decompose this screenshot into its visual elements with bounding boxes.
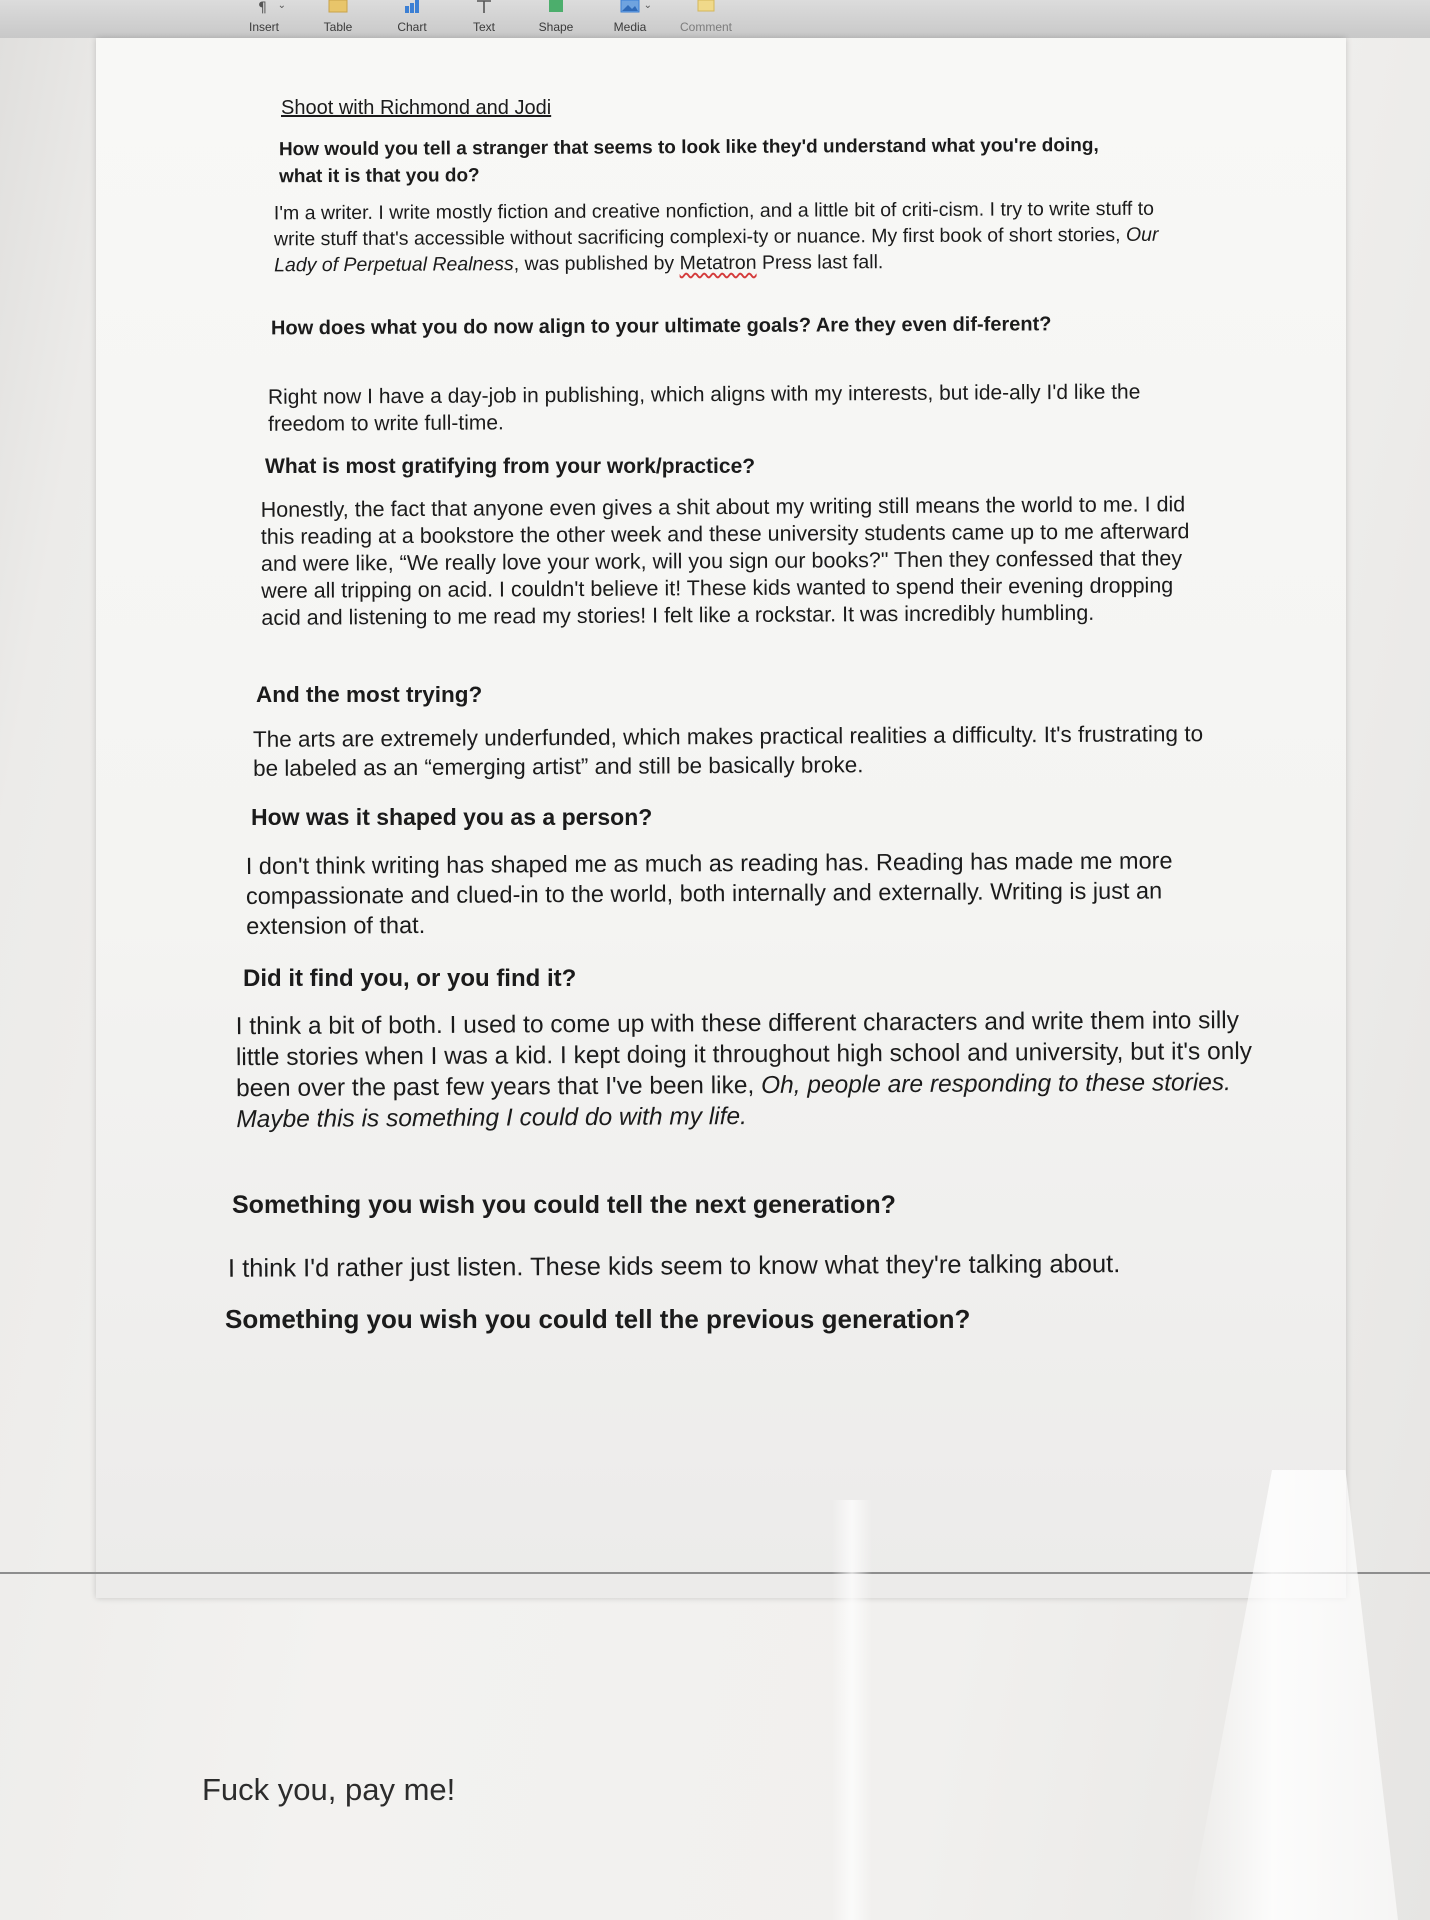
- answer-1-text-2: , was published by: [513, 252, 680, 276]
- answer-2: Right now I have a day-job in publishing, which aligns with my interests, but ide-ally I'd like the freedom to write full-time.: [267, 380, 1141, 436]
- chevron-down-icon: ⌄: [277, 0, 286, 11]
- question-3: What is most gratifying from your work/practice?: [265, 455, 756, 478]
- answer-1-text-3: Press last fall.: [756, 251, 884, 274]
- next-page-text: Fuck you, pay me!: [202, 1772, 456, 1807]
- answer-7: I think I'd rather just listen. These kids seem to know what they're talking about.: [227, 1250, 1121, 1283]
- answer-1: [274, 196, 1179, 279]
- text-label: Text: [472, 20, 495, 34]
- answer-6-text: I think a bit of both. I used to come up with these different characters and write them into silly little stories when I was a kid. I kept doing it throughout high school and university, but it's only been over the past few years that I've been like,: [235, 1007, 1253, 1103]
- media-label: Media: [613, 20, 647, 34]
- answer-4: The arts are extremely underfunded, which makes practical realities a difficulty. It's frustrating to be labeled as an “emerging artist” and still be basically broke.: [252, 721, 1204, 781]
- screen-glare: [832, 1500, 872, 1920]
- question-7: Something you wish you could tell the next generation?: [232, 1191, 896, 1219]
- answer-3: Honestly, the fact that anyone even gives a shit about my writing still means the world to me. I did this reading at a bookstore the other week and these university students came up to me afterward and were like, “We really love your work, will you sign our books?" Then they confessed that they were all tripping on acid. I couldn't believe it! These kids wanted to spend their evening dropping acid and listening to me read my stories! I felt like a rockstar. It was incredibly humbling.: [260, 492, 1190, 630]
- document-title: Shoot with Richmond and Jodi: [281, 97, 552, 119]
- question-1: How would you tell a stranger that seems to look like they'd understand what you're doing, what it is that you do?: [278, 134, 1099, 188]
- comment-label: Comment: [679, 20, 732, 34]
- chevron-down-icon: ⌄: [643, 0, 652, 11]
- insert-label: Insert: [248, 20, 279, 34]
- question-6: Did it find you, or you find it?: [243, 965, 577, 992]
- svg-text:¶: ¶: [258, 0, 267, 14]
- answer-5: I don't think writing has shaped me as much as reading has. Reading has made me more compassionate and clued-in to the world, both internally and externally. Writing is just an extension of that.: [245, 847, 1173, 940]
- question-2: How does what you do now align to your ultimate goals? Are they even dif-ferent?: [270, 313, 1052, 340]
- answer-6-italic: Oh, people are responding to these stories. Maybe this is something I could do with my life.: [236, 1069, 1231, 1134]
- question-4: And the most trying?: [256, 682, 483, 707]
- spelling-error-word[interactable]: Metatron: [679, 251, 757, 275]
- answer-1-text: I'm a writer. I write mostly fiction and creative nonfiction, and a little bit of criti-cism. I try to write stuff to write stuff that's accessible without sacrificing complexi-ty or nuance. My first book of short stories,: [273, 197, 1155, 251]
- question-8: Something you wish you could tell the previous generation?: [225, 1304, 971, 1334]
- book-title: Our Lady of Perpetual Realness: [274, 223, 1159, 277]
- chart-label: Chart: [397, 20, 427, 34]
- question-5: How was it shaped you as a person?: [251, 804, 653, 830]
- shape-label: Shape: [538, 20, 574, 34]
- table-label: Table: [323, 20, 353, 34]
- answer-6: [236, 1005, 1272, 1135]
- page-break: [0, 1572, 1430, 1574]
